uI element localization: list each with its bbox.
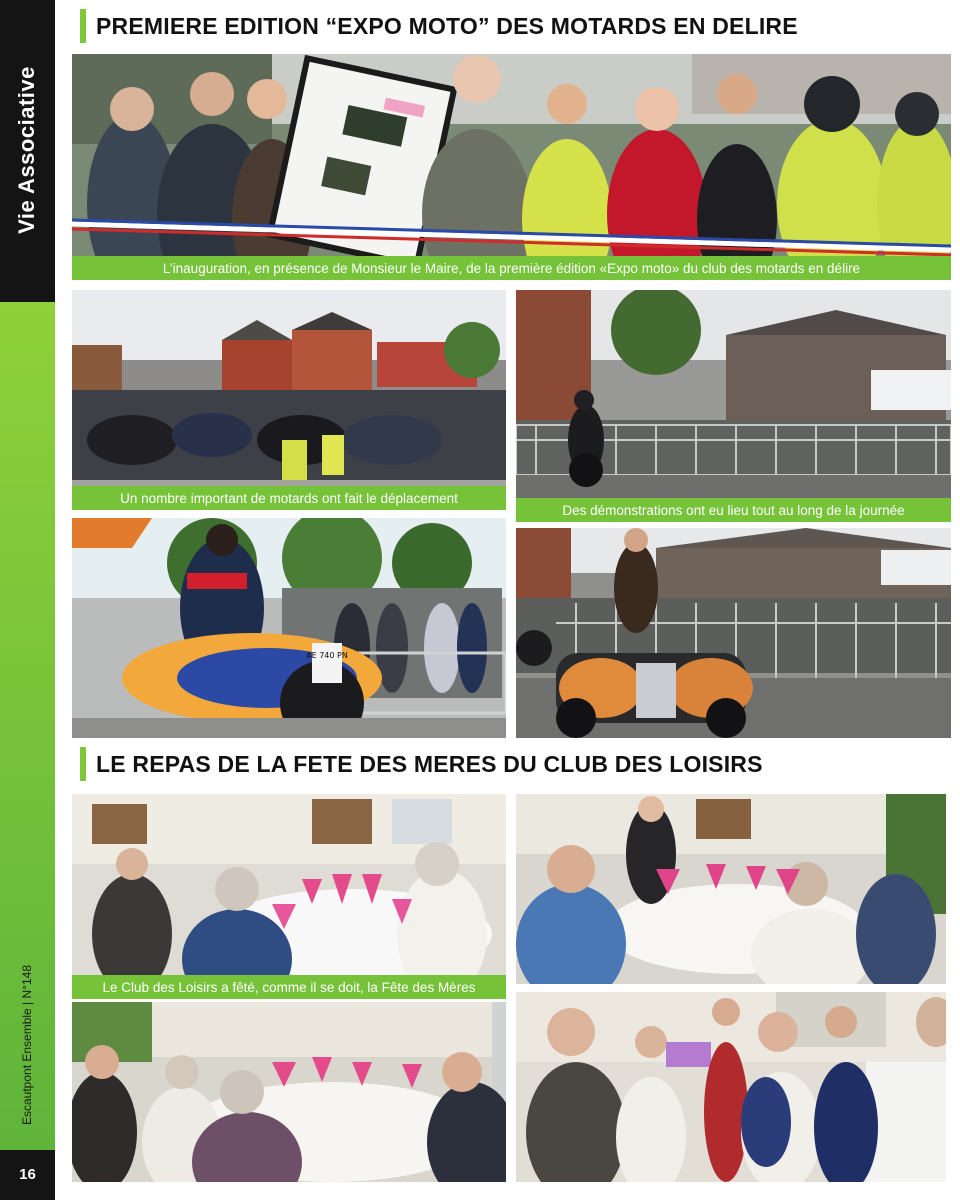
photo-dining-room-3 [72,1002,506,1182]
photo-inauguration-art [72,54,951,280]
issue-label: Escautpont Ensemble | N°148 [20,964,34,1126]
photo-hotrod-art [516,528,951,738]
photo-dancing-art [516,992,946,1182]
photo-dining1-art [72,794,506,999]
photo-hotrod-car [516,528,951,738]
caption-crowd: Un nombre important de motards ont fait le déplacement [72,486,506,510]
photo-dining-room-1 [72,794,506,999]
caption-inauguration: L’inauguration, en présence de Monsieur le Maire, de la première édition «Expo moto» du club des motards en délire [72,256,951,280]
photo-stunt-art [516,290,951,520]
photo-redbull-art [72,518,506,738]
caption-club: Le Club des Loisirs a fêté, comme il se doit, la Fête des Mères [72,975,506,999]
photo-dining3-art [72,1002,506,1182]
section-title-expo-moto [80,8,798,44]
bike-plate: AE 740 PN [306,651,348,660]
photo-inauguration [72,54,951,280]
photo-dining-room-2 [516,794,946,984]
photo-stunt-wheelie [516,290,951,520]
section-rubric: Vie Associative [14,66,39,234]
section-title-fete-des-meres [80,746,763,782]
photo-dancing [516,992,946,1182]
caption-demos: Des démonstrations ont eu lieu tout au long de la journée [516,498,951,522]
section-title-text: PREMIERE EDITION “EXPO MOTO” DES MOTARDS EN DELIRE [96,12,798,39]
page-number: 16 [19,1166,36,1183]
photo-redbull-bike [72,518,506,738]
photo-motorcycle-crowd [72,290,506,510]
section-title-text: LE REPAS DE LA FETE DES MERES DU CLUB DES LOISIRS [96,750,763,777]
title-accent-bar [80,9,86,43]
title-accent-bar [80,747,86,781]
photo-dining2-art [516,794,946,984]
photo-crowd-art [72,290,506,510]
